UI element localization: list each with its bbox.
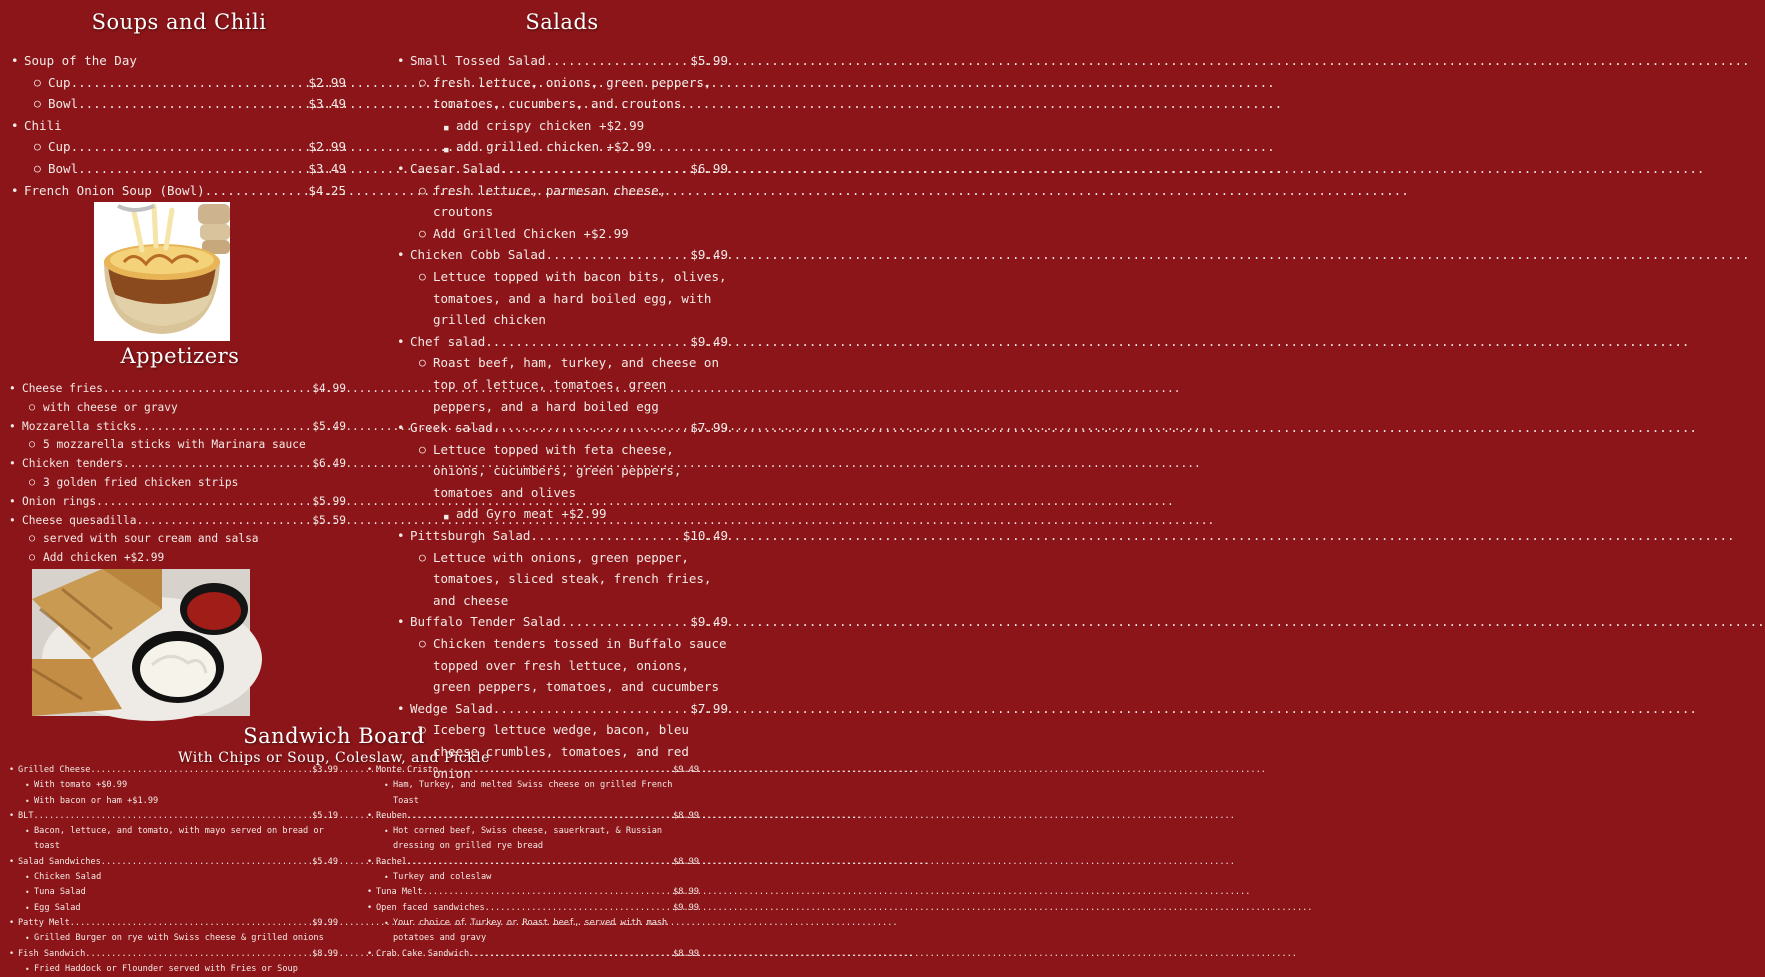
item-description: • Tuna Salad <box>34 885 338 900</box>
item-price: $9.99 <box>673 902 699 913</box>
addon-item: ■ add grilled chicken +$2.99 <box>456 136 728 158</box>
list-item <box>18 809 338 855</box>
description-list <box>393 916 699 947</box>
item-name: ○ Cup <box>48 74 71 90</box>
list-item <box>22 380 346 418</box>
item-name: • Open faced sandwiches <box>376 902 485 913</box>
item-name: • Pittsburgh Salad <box>410 528 531 544</box>
description-list <box>433 633 728 698</box>
description-list <box>43 436 346 455</box>
list-item <box>376 763 699 809</box>
sandwiches-heading: Sandwich Board <box>243 724 425 748</box>
list-item <box>410 611 728 697</box>
item-name: • Rachel <box>376 856 408 867</box>
dot-leader <box>423 885 674 900</box>
item-name: • Grilled Cheese <box>18 765 91 775</box>
item-description: ○ served with sour cream and salsa <box>43 530 346 549</box>
dot-leader <box>71 72 309 94</box>
salads-heading: Salads <box>525 10 599 34</box>
item-name: • Fish Sandwich <box>18 948 86 959</box>
sandwiches-left-column <box>18 763 338 977</box>
item-name: • Chef salad <box>410 333 486 349</box>
list-item <box>433 266 728 331</box>
menu-item-row <box>376 855 699 870</box>
item-description: ○ Iceberg lettuce wedge, bacon, bleu cheese crumbles, tomatoes, and red onion <box>433 722 689 781</box>
menu-item-row <box>22 418 346 437</box>
item-price: $7.99 <box>690 420 728 436</box>
item-price: $3.99 <box>312 765 338 775</box>
dot-leader <box>34 809 313 824</box>
dot-leader <box>71 136 309 158</box>
item-name: • Tuna Melt <box>376 887 423 898</box>
menu-item-row <box>48 72 346 94</box>
menu-item-row <box>24 115 346 137</box>
item-name: • Wedge Salad <box>410 700 493 716</box>
dot-leader <box>500 158 690 180</box>
item-description: ○ with cheese or gravy <box>43 399 346 418</box>
dot-leader <box>407 855 673 870</box>
item-name: • Patty Melt <box>18 917 70 928</box>
quesadilla-photo <box>32 569 250 716</box>
item-price: $6.49 <box>312 457 346 471</box>
menu-item-row <box>410 417 728 439</box>
menu-item-row <box>410 50 728 72</box>
item-name: ○ Bowl <box>48 160 79 176</box>
menu-item-row <box>410 244 728 266</box>
menu-item-row <box>48 158 346 180</box>
list-item <box>48 158 346 180</box>
list-item <box>410 158 728 244</box>
description-list <box>393 824 699 855</box>
description-list <box>393 870 699 885</box>
dot-leader <box>493 698 691 720</box>
menu-item-row <box>18 916 338 931</box>
dot-leader <box>530 525 682 547</box>
list-item <box>433 633 728 698</box>
list-item <box>376 901 699 947</box>
item-description: • Your choice of Turkey or Roast beef, served with mash potatoes and gravy <box>393 916 699 947</box>
item-name: ○ Cup <box>48 139 71 155</box>
dot-leader <box>438 763 673 778</box>
sandwiches-subheading: With Chips or Soup, Coleslaw, and Pickle <box>178 750 490 766</box>
item-name: • Greek salad <box>410 420 493 436</box>
menu-item-row <box>48 136 346 158</box>
soups-heading: Soups and Chili <box>91 10 267 34</box>
item-price: $9.49 <box>690 333 728 349</box>
dot-leader <box>101 855 312 870</box>
item-description: • Fried Haddock or Flounder served with Fries or Soup <box>34 962 338 977</box>
list-item <box>376 947 699 962</box>
list-item <box>22 493 346 512</box>
item-description: ○ 3 golden fried chicken strips <box>43 474 346 493</box>
list-item <box>410 331 728 417</box>
description-list <box>433 547 728 612</box>
list-item <box>410 525 728 611</box>
list-item <box>410 244 728 330</box>
menu-item-row <box>410 525 728 547</box>
item-description: ○ fresh lettuce, onions, green peppers, tomatoes, cucumbers, and croutons <box>433 74 712 112</box>
list-item <box>18 763 338 809</box>
item-price: $3.49 <box>308 160 346 176</box>
menu-item-row <box>376 885 699 900</box>
dot-leader <box>137 512 313 531</box>
menu-item-row <box>376 763 699 778</box>
list-item <box>48 72 346 94</box>
item-price: $5.99 <box>690 53 728 68</box>
menu-item-row <box>22 493 346 512</box>
item-price: $4.99 <box>312 382 346 395</box>
salads-list <box>410 50 728 784</box>
item-description: ○ Roast beef, ham, turkey, and cheese on top of lettuce, tomatoes, green peppers, and a hard boiled egg <box>433 355 719 414</box>
item-description: ○ Chicken tenders tossed in Buffalo sauce topped over fresh lettuce, onions, green peppers, tomatoes, and cucumbers <box>433 636 727 695</box>
description-list <box>34 778 338 809</box>
list-item <box>376 809 699 855</box>
description-list <box>34 931 338 946</box>
dot-leader <box>469 947 673 962</box>
item-name: ○ Bowl <box>48 96 79 112</box>
list-item <box>22 455 346 493</box>
list-item <box>24 50 346 115</box>
item-description: • Bacon, lettuce, and tomato, with mayo served on bread or toast <box>34 824 338 855</box>
item-price: $9.99 <box>312 917 338 928</box>
dot-leader <box>85 947 312 962</box>
item-description: • Hot corned beef, Swiss cheese, sauerkraut, & Russian dressing on grilled rye bread <box>393 824 699 855</box>
menu-item-row <box>22 380 346 399</box>
item-price: $10.49 <box>682 528 728 544</box>
list-item <box>433 352 728 417</box>
item-price: $8.99 <box>312 948 338 959</box>
item-price: $5.59 <box>312 513 346 527</box>
dot-leader <box>545 50 690 72</box>
item-description: ○ Lettuce topped with feta cheese, onions, cucumbers, green peppers, tomatoes and olives <box>433 441 682 500</box>
item-price: $5.19 <box>312 810 338 821</box>
menu-item-row <box>410 331 728 353</box>
item-name: • Cheese quesadilla <box>22 513 137 527</box>
item-price: $8.99 <box>673 948 699 959</box>
menu-item-row <box>22 512 346 531</box>
description-list <box>34 870 338 916</box>
list-item <box>22 512 346 568</box>
item-name: • Chicken Cobb Salad <box>410 247 546 263</box>
description-list <box>43 530 346 568</box>
menu-item-row <box>22 455 346 474</box>
soups-section <box>24 50 346 201</box>
list-item <box>376 855 699 886</box>
dot-leader <box>485 901 673 916</box>
description-list <box>43 474 346 493</box>
item-price: $8.99 <box>673 856 699 867</box>
item-description: • With tomato +$0.99 <box>34 778 338 793</box>
list-item <box>18 855 338 916</box>
addon-list <box>456 115 728 158</box>
menu-item-row <box>410 698 728 720</box>
menu-item-row <box>18 947 338 962</box>
menu-item-row <box>24 180 346 202</box>
dot-leader <box>485 331 690 353</box>
item-price: $9.49 <box>690 247 728 263</box>
description-list <box>433 266 728 331</box>
item-price: $2.99 <box>308 139 346 155</box>
list-item <box>48 93 346 115</box>
item-name: • Onion rings <box>22 494 97 508</box>
item-price: $5.49 <box>312 419 346 433</box>
menu-item-row <box>376 901 699 916</box>
item-description: ○ Lettuce with onions, green pepper, tomatoes, sliced steak, french fries, and cheese <box>433 549 712 608</box>
item-price: $4.25 <box>308 182 346 198</box>
menu-item-row <box>18 809 338 824</box>
addon-item: ■ add Gyro meat +$2.99 <box>456 503 728 525</box>
list-item <box>48 136 346 158</box>
appetizers-section <box>22 380 346 568</box>
item-price: $9.49 <box>690 614 728 630</box>
item-name: • BLT <box>18 810 34 821</box>
item-description: • Egg Salad <box>34 901 338 916</box>
item-name: • Small Tossed Salad <box>410 53 546 68</box>
dot-leader <box>78 158 308 180</box>
item-name: • Reuben <box>376 810 408 821</box>
list-item <box>433 547 728 612</box>
item-price: $2.99 <box>308 74 346 90</box>
dot-leader <box>78 93 308 115</box>
list-item <box>24 180 346 202</box>
item-price: $3.49 <box>308 96 346 112</box>
dot-leader <box>90 763 312 778</box>
list-item <box>410 50 728 158</box>
sandwich-list <box>18 763 338 977</box>
dot-leader <box>70 916 312 931</box>
salads-section <box>410 50 728 784</box>
list-item <box>18 947 338 977</box>
addon-list <box>456 503 728 525</box>
item-description: • With bacon or ham +$1.99 <box>34 794 338 809</box>
description-list <box>43 399 346 418</box>
list-item <box>433 439 728 525</box>
item-description: ○ Add Grilled Chicken +$2.99 <box>433 225 629 241</box>
item-name: • Chicken tenders <box>22 457 124 471</box>
item-description: • Ham, Turkey, and melted Swiss cheese on grilled French Toast <box>393 778 699 809</box>
list-item <box>18 916 338 947</box>
menu-item-row <box>410 611 728 633</box>
item-price: $8.99 <box>673 810 699 821</box>
item-name: • Crab Cake Sandwich <box>376 948 470 959</box>
item-price: $5.99 <box>312 494 346 508</box>
description-list <box>34 824 338 855</box>
dot-leader <box>103 380 312 399</box>
item-name: • Buffalo Tender Salad <box>410 614 561 630</box>
description-list <box>34 962 338 977</box>
item-price: $5.49 <box>312 856 338 867</box>
menu-item-row <box>376 947 699 962</box>
menu-item-row <box>48 93 346 115</box>
sandwich-list <box>376 763 699 962</box>
list-item <box>410 417 728 525</box>
sandwiches-right-column <box>376 763 699 962</box>
item-name: • Mozzarella sticks <box>22 419 137 433</box>
item-description: • Grilled Burger on rye with Swiss cheese & grilled onions <box>34 931 338 946</box>
size-list <box>48 72 346 115</box>
size-list <box>48 136 346 179</box>
soups-list <box>24 50 346 201</box>
description-list <box>433 72 728 158</box>
item-name: • Cheese fries <box>22 382 103 395</box>
item-price: $7.99 <box>690 700 728 716</box>
dot-leader <box>545 244 690 266</box>
appetizers-list <box>22 380 346 568</box>
item-description: ○ Lettuce topped with bacon bits, olives, tomatoes, and a hard boiled egg, with grilled chicken <box>433 268 727 328</box>
item-name: • Caesar Salad <box>410 160 501 176</box>
list-item <box>376 885 699 900</box>
french-onion-soup-photo <box>94 202 230 341</box>
list-item <box>22 418 346 456</box>
item-price: $9.49 <box>673 765 699 775</box>
description-list <box>433 352 728 417</box>
list-item <box>24 115 346 180</box>
dot-leader <box>407 809 673 824</box>
list-item <box>433 72 728 158</box>
item-description: • Turkey and coleslaw <box>393 870 699 885</box>
list-item <box>433 223 728 245</box>
dot-leader <box>561 611 691 633</box>
item-description: ○ Add chicken +$2.99 <box>43 549 346 568</box>
menu-item-row <box>18 763 338 778</box>
item-name: • Chili <box>24 117 62 133</box>
description-list <box>433 439 728 525</box>
list-item <box>433 180 728 223</box>
item-name: • French Onion Soup (Bowl) <box>24 182 205 198</box>
menu-item-row <box>24 50 346 72</box>
description-list <box>433 180 728 245</box>
dot-leader <box>137 418 313 437</box>
item-name: • Soup of the Day <box>24 53 137 68</box>
item-name: • Salad Sandwiches <box>18 856 101 867</box>
description-list <box>393 778 699 809</box>
appetizers-heading: Appetizers <box>120 344 240 368</box>
dot-leader <box>123 455 312 474</box>
item-price: $8.99 <box>673 887 699 898</box>
dot-leader <box>205 180 309 202</box>
dot-leader <box>96 493 312 512</box>
menu-item-row <box>410 158 728 180</box>
item-description: ○ fresh lettuce, parmesan cheese, croutons <box>433 182 667 220</box>
menu-item-row <box>376 809 699 824</box>
dot-leader <box>493 417 691 439</box>
addon-item: ■ add crispy chicken +$2.99 <box>456 115 728 137</box>
item-price: $6.99 <box>690 160 728 176</box>
item-description: ○ 5 mozzarella sticks with Marinara sauce <box>43 436 346 455</box>
menu-item-row <box>18 855 338 870</box>
item-name: • Monte Cristo <box>376 765 439 775</box>
item-description: • Chicken Salad <box>34 870 338 885</box>
